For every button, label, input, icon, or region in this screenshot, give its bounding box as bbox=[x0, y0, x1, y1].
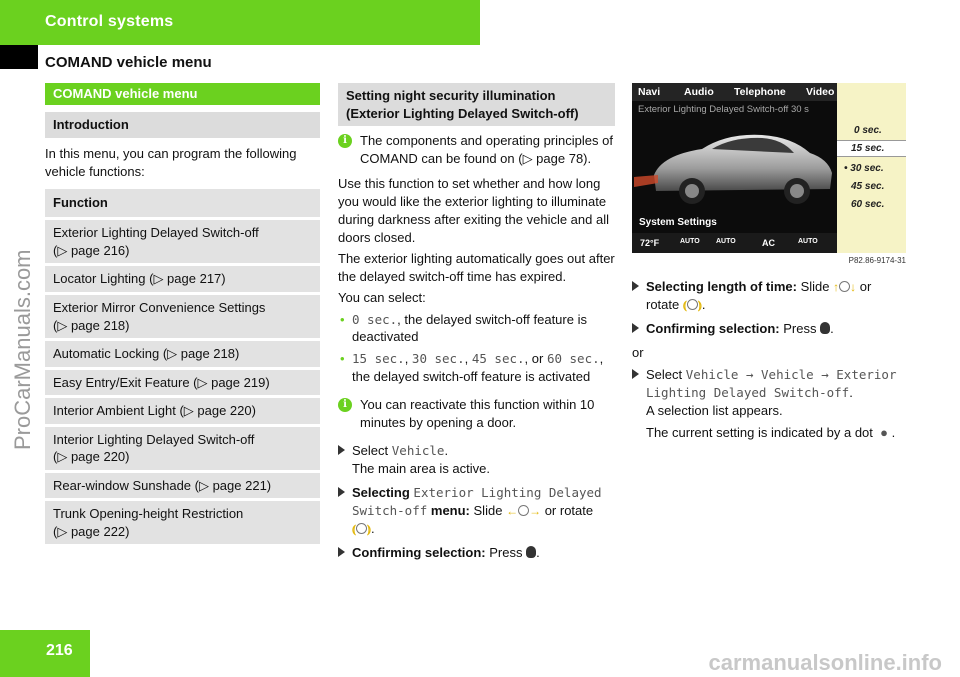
option-value: 60 sec. bbox=[546, 351, 600, 367]
list-item-text: , the delayed switch-off feature is deactivated bbox=[352, 311, 587, 345]
step-text: The main area is active. bbox=[352, 461, 491, 477]
screen-menu-bar bbox=[632, 83, 837, 101]
screen-tab: Telephone bbox=[734, 86, 786, 98]
page-subtitle: COMAND vehicle menu bbox=[45, 54, 212, 71]
column-2 bbox=[338, 83, 615, 562]
function-row bbox=[45, 397, 320, 426]
list-item-text: , or bbox=[524, 351, 544, 367]
step-text: rotate bbox=[646, 296, 680, 312]
page-number-box bbox=[0, 630, 90, 677]
screen-menu-line: Exterior Lighting Delayed Switch-off 30 s bbox=[638, 104, 809, 115]
car-image bbox=[632, 115, 837, 215]
rotate-controller-icon: ⦅ ⦆ bbox=[682, 297, 702, 312]
column-3 bbox=[632, 83, 907, 442]
paragraph: You can select: bbox=[338, 289, 426, 305]
option-value: 15 sec. bbox=[352, 351, 405, 367]
step: Confirming selection: Press . bbox=[632, 320, 907, 338]
paragraph: The exterior lighting automatically goes out after the delayed switch-off time has expired. bbox=[338, 250, 615, 284]
screen-climate-item: AUTO bbox=[680, 238, 700, 245]
comand-screen-image bbox=[632, 83, 906, 253]
page-reference: (▷ page 220) bbox=[53, 449, 130, 465]
option-value: 30 sec. bbox=[411, 351, 465, 367]
table-header: Function bbox=[45, 189, 320, 219]
step-text-inner: The current setting is indicated by a dot bbox=[646, 424, 873, 440]
step-arrow-icon bbox=[632, 369, 639, 379]
section-heading: Setting night security illumination (Exterior Lighting Delayed Switch-off) bbox=[338, 83, 615, 126]
page-reference: (▷ page 222) bbox=[53, 523, 130, 539]
list-item-text: the delayed switch-off feature is activated bbox=[352, 369, 591, 385]
step-label: menu: bbox=[430, 502, 470, 518]
screen-option: 15 sec. bbox=[851, 143, 885, 154]
function-row bbox=[45, 293, 320, 339]
screen-system-settings: System Settings bbox=[639, 217, 717, 228]
info-note bbox=[338, 132, 615, 168]
function-row bbox=[45, 471, 320, 500]
screen-climate-item: AUTO bbox=[798, 238, 818, 245]
step-text: Select bbox=[646, 366, 683, 382]
menu-path: Vehicle → Vehicle → Exterior Lighting Delayed Switch-off bbox=[646, 366, 897, 400]
step-label: Selecting bbox=[352, 485, 410, 501]
function-row bbox=[45, 265, 320, 294]
intro-heading: Introduction bbox=[45, 112, 320, 138]
image-caption: P82.86-9174-31 bbox=[848, 256, 906, 265]
function-name: Interior Ambient Light (▷ page 220) bbox=[53, 403, 256, 419]
page-number: 216 bbox=[46, 642, 73, 659]
slide-left-right-icon: ← → bbox=[506, 503, 542, 518]
function-name: Locator Lighting (▷ page 217) bbox=[53, 271, 226, 287]
step-text: or bbox=[859, 279, 872, 295]
function-row bbox=[45, 340, 320, 369]
paragraph: Use this function to set whether and how long you would like the exterior lighting to illuminate during darkness after exiting the vehicle and all doors closed. bbox=[338, 175, 609, 245]
green-heading: COMAND vehicle menu bbox=[45, 83, 320, 105]
step-text: The current setting is indicated by a dot ● . bbox=[646, 424, 896, 440]
page-reference: (▷ page 218) bbox=[53, 317, 130, 333]
menu-item: Vehicle bbox=[391, 443, 445, 459]
slide-up-down-icon: ↑ ↓ bbox=[833, 280, 857, 295]
watermark-left: ProCarManuals.com bbox=[10, 249, 35, 450]
screen-option: 60 sec. bbox=[851, 199, 885, 210]
step-text: A selection list appears. bbox=[646, 402, 783, 418]
step-text: Slide bbox=[473, 502, 503, 518]
step-label: Confirming selection: bbox=[352, 544, 486, 560]
option-value: 0 sec. bbox=[352, 311, 398, 327]
function-name: Easy Entry/Exit Feature (▷ page 219) bbox=[53, 374, 270, 390]
info-text: The components and operating principles of COMAND can be found on (▷ page 78). bbox=[360, 133, 613, 167]
step: Select Vehicle. The main area is active. bbox=[338, 442, 615, 478]
step: Select Vehicle → Vehicle → Exterior Lighting Delayed Switch-off. A selection list appears. The current setting is indicated by a dot ● . bbox=[632, 366, 907, 442]
step: Confirming selection: Press . bbox=[338, 544, 615, 562]
step-text: Press bbox=[489, 544, 523, 560]
function-name: Rear-window Sunshade (▷ page 221) bbox=[53, 477, 272, 493]
function-row bbox=[45, 219, 320, 265]
step: Selecting Exterior Lighting Delayed Switch-off menu: Slide ← → or rotate ⦅ ⦆. bbox=[338, 484, 615, 538]
screen-tab: Video bbox=[806, 86, 835, 98]
function-name: Exterior Mirror Convenience Settings bbox=[53, 299, 266, 315]
menu-item: Exterior Lighting Delayed Switch-off bbox=[352, 485, 602, 518]
screen-option: 0 sec. bbox=[854, 125, 882, 136]
step-arrow-icon bbox=[632, 323, 639, 333]
function-name: Exterior Lighting Delayed Switch-off bbox=[53, 225, 259, 241]
info-text: You can reactivate this function within 10 minutes by opening a door. bbox=[360, 397, 595, 431]
press-icon bbox=[820, 322, 830, 334]
function-row bbox=[45, 425, 320, 471]
watermark-bottom: carmanualsonline.info bbox=[708, 650, 942, 675]
info-note bbox=[338, 396, 615, 432]
function-name: Automatic Locking (▷ page 218) bbox=[53, 346, 240, 362]
step: Selecting length of time: Slide ↑ ↓ or rotate ⦅ ⦆. bbox=[632, 278, 907, 314]
screen-option: • 30 sec. bbox=[844, 163, 884, 174]
list-item bbox=[338, 311, 615, 347]
header-marker bbox=[0, 45, 38, 69]
screen-option: 45 sec. bbox=[851, 181, 885, 192]
step-arrow-icon bbox=[338, 547, 345, 557]
or-text: or bbox=[632, 344, 644, 360]
info-icon: i bbox=[338, 398, 352, 412]
function-name: Interior Lighting Delayed Switch-off bbox=[53, 431, 255, 447]
function-name: Trunk Opening-height Restriction bbox=[53, 506, 244, 522]
screen-climate-bar bbox=[632, 233, 837, 253]
step-arrow-icon bbox=[338, 487, 345, 497]
rotate-controller-icon: ⦅ ⦆ bbox=[352, 521, 371, 536]
section-title: Control systems bbox=[45, 13, 174, 30]
step-label: Selecting length of time: bbox=[646, 279, 797, 295]
step-text: Slide bbox=[800, 279, 830, 295]
screen-tab: Navi bbox=[638, 86, 661, 98]
screen-climate-item: AC bbox=[762, 238, 775, 248]
function-row bbox=[45, 368, 320, 397]
dot-icon: ● bbox=[876, 424, 892, 440]
intro-text: In this menu, you can program the following vehicle functions: bbox=[45, 145, 297, 179]
step-text: Press bbox=[783, 320, 817, 336]
press-icon bbox=[526, 546, 536, 558]
step-text: or rotate bbox=[544, 502, 594, 518]
column-1 bbox=[45, 83, 320, 547]
page-reference: (▷ page 216) bbox=[53, 242, 130, 258]
step-arrow-icon bbox=[632, 281, 639, 291]
list-item: • 15 sec., 30 sec., 45 sec., or 60 sec., the delayed switch-off feature is activated bbox=[338, 350, 615, 386]
option-value: 45 sec. bbox=[471, 351, 525, 367]
function-row bbox=[45, 500, 320, 546]
function-table bbox=[45, 189, 320, 548]
step-arrow-icon bbox=[338, 445, 345, 455]
step-label: Confirming selection: bbox=[646, 320, 780, 336]
screen-climate-item: AUTO bbox=[716, 238, 736, 245]
screen-tab: Audio bbox=[684, 86, 714, 98]
step-text: Select bbox=[352, 443, 389, 459]
screen-climate-item: 72°F bbox=[640, 238, 660, 248]
info-icon: i bbox=[338, 134, 352, 148]
